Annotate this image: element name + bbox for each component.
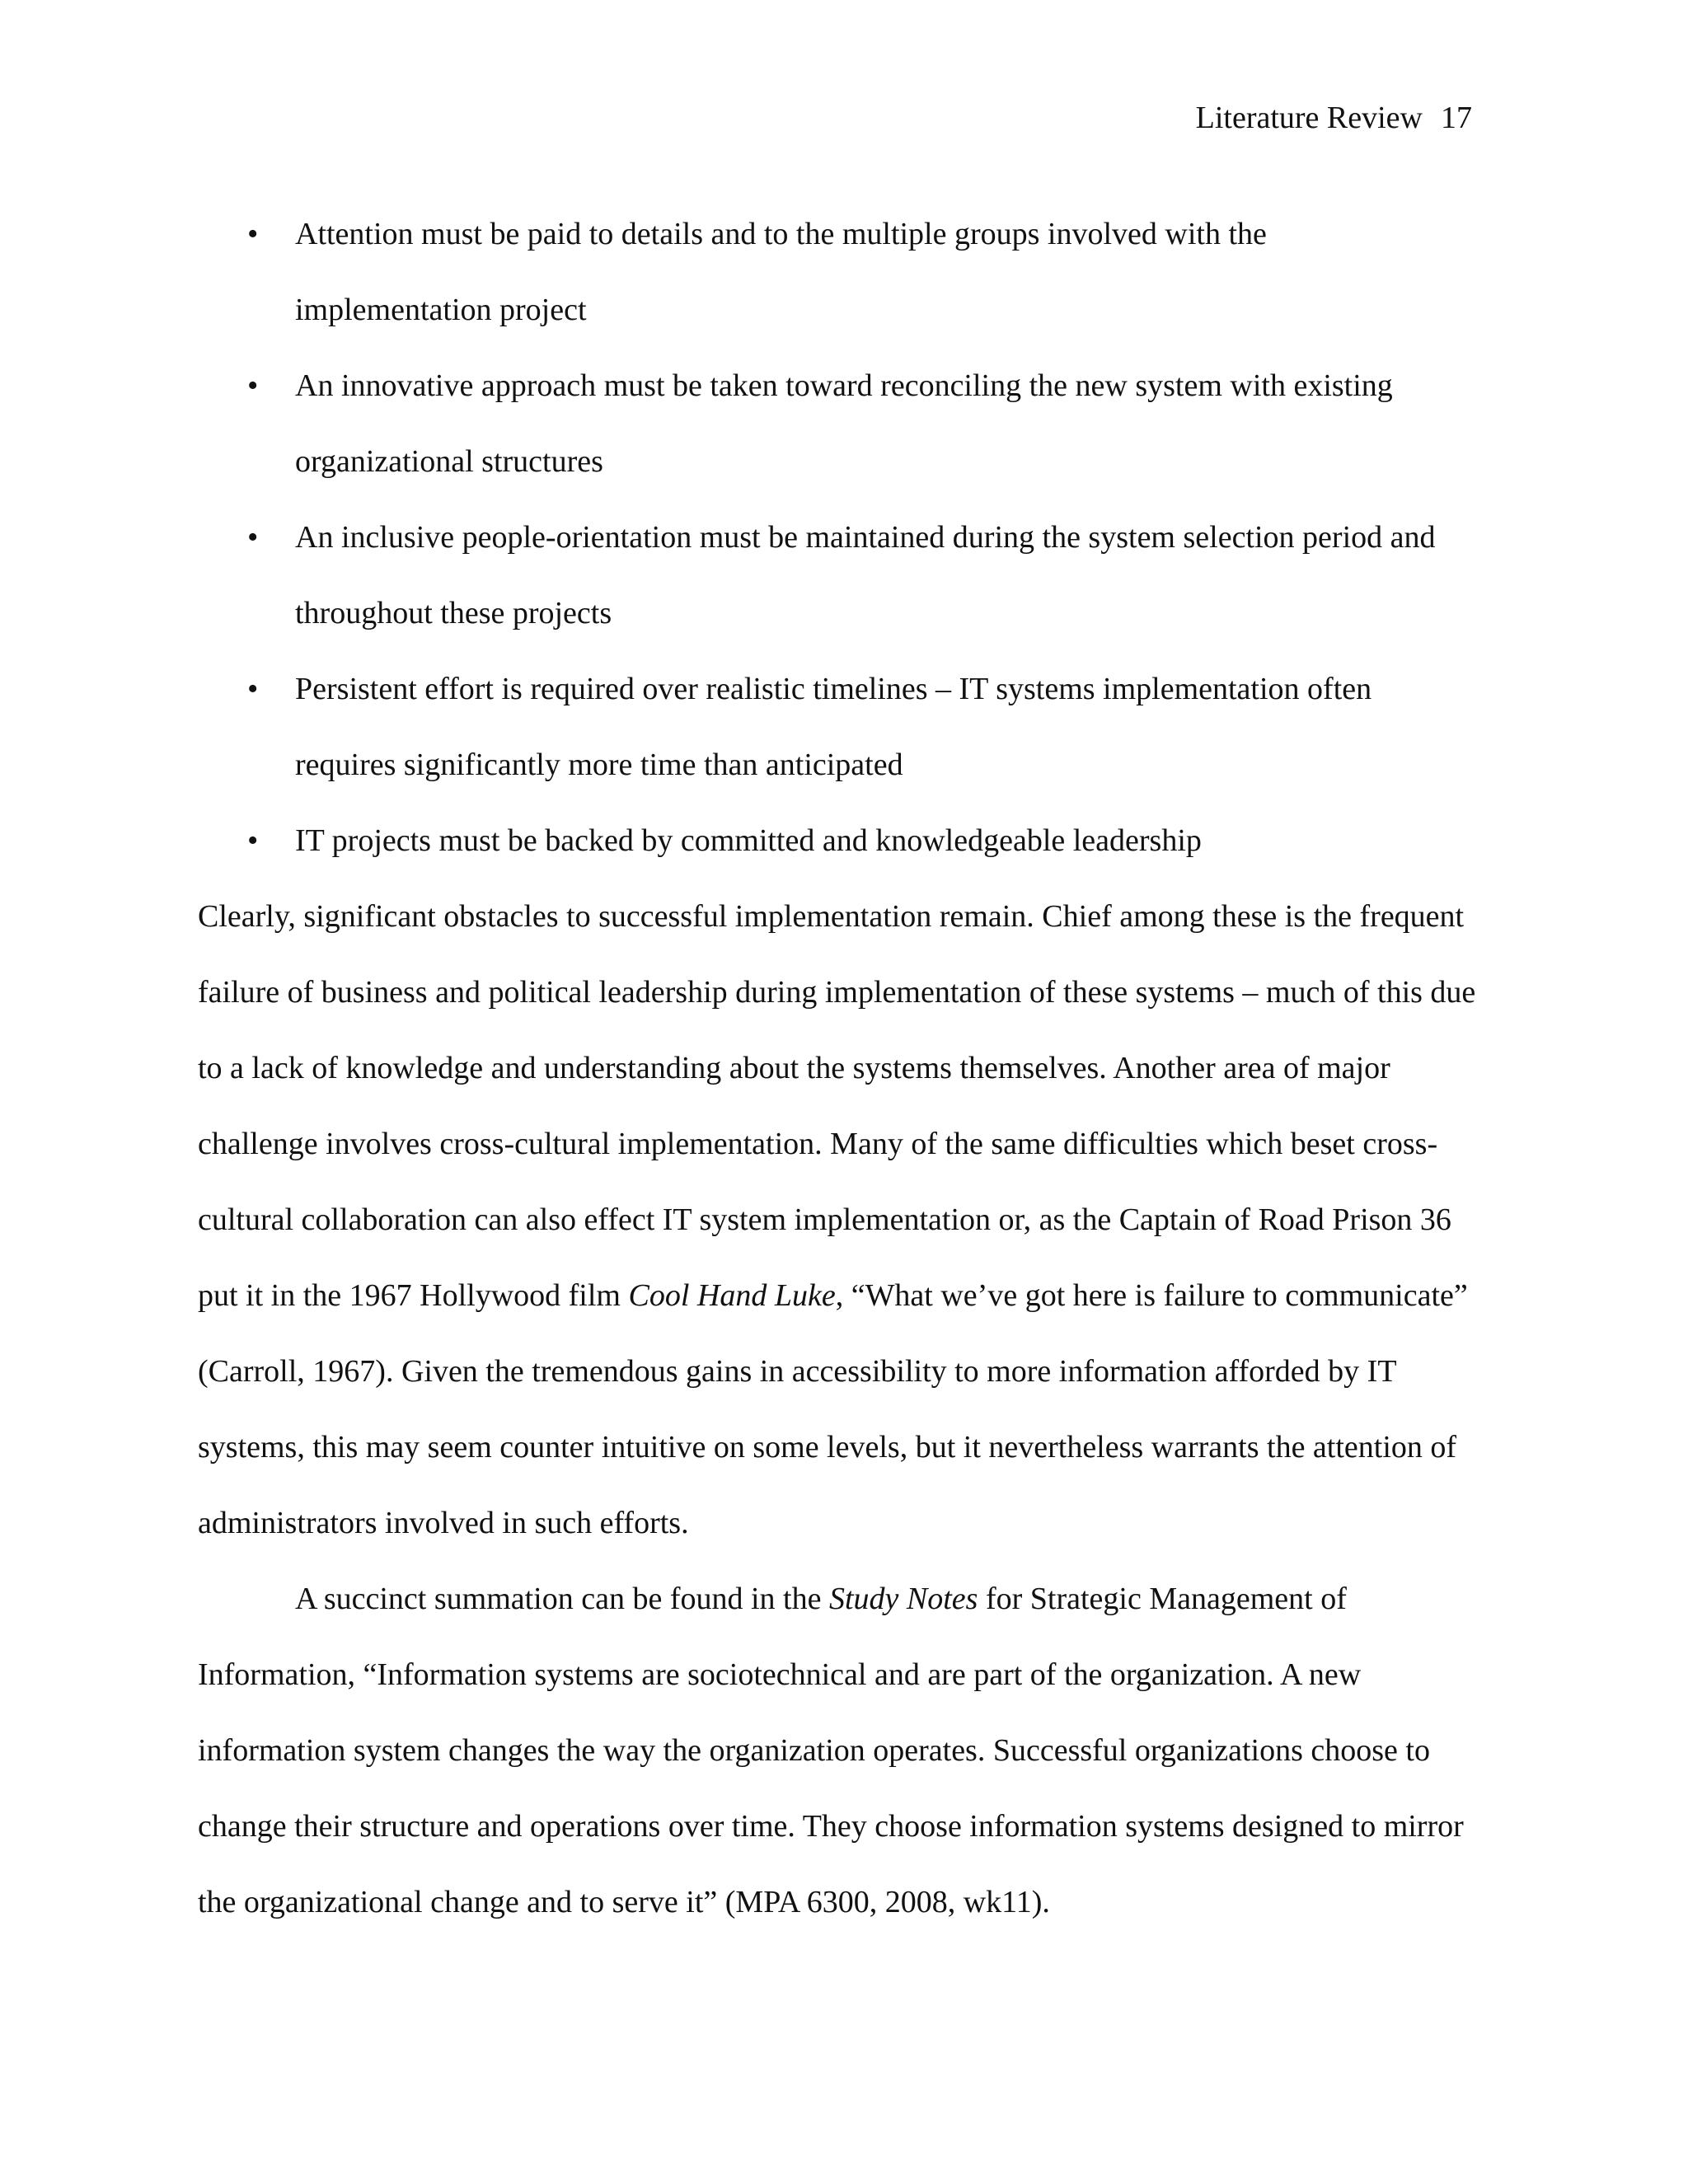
bullet-text: An inclusive people-orientation must be maintained during the system selection period and throughout these projects — [295, 520, 1436, 630]
body-text — [198, 879, 1488, 1940]
paragraph-text: Clearly, significant obstacles to successful implementation remain. Chief among these is the frequent failure of business and political leadership during implementation of these systems – much of this due to a lack of knowledge and understanding about the systems themselves. Another area of major challenge involves cross-cultural implementation. Many of the same difficulties which beset cross-cultural collaboration can also effect IT system implementation or, as the Captain of Road Prison 36 put it in the 1967 Hollywood film — [198, 899, 1476, 1313]
bullet-text: Attention must be paid to details and to the multiple groups involved with the implementation project — [295, 217, 1267, 327]
bullet-item — [0, 196, 1465, 348]
bullet-icon: • — [247, 672, 259, 706]
bullet-item — [0, 651, 1465, 803]
paragraph-text: for Strategic Management of Information, “Information systems are sociotechnical and are part of the organization. A new information system changes the way the organization operates. Successful organizations choose to change their structure and operations over time. They choose information systems designed to mirror the organizational change and to serve it” (MPA 6300, 2008, wk11). — [198, 1582, 1464, 1919]
film-title: Cool Hand Luke — [628, 1278, 836, 1313]
bullet-list — [0, 196, 1688, 879]
bullet-item — [0, 803, 1465, 879]
paragraph-text: , “What we’ve got here is failure to communicate” (Carroll, 1967). Given the tremendous gains in accessibility to more information afforded by IT systems, this may seem counter intuitive on some levels, but it nevertheless warrants the attention of administrators involved in such efforts. — [198, 1278, 1468, 1540]
bullet-item — [0, 348, 1465, 499]
bullet-item — [0, 499, 1465, 651]
running-head-title: Literature Review — [1195, 101, 1423, 135]
source-title: Study Notes — [828, 1582, 978, 1616]
bullet-icon: • — [247, 520, 259, 555]
bullet-icon: • — [247, 368, 259, 403]
bullet-icon: • — [247, 217, 259, 251]
paragraph-obstacles — [198, 879, 1488, 1561]
bullet-text: IT projects must be backed by committed and knowledgeable leadership — [295, 823, 1202, 858]
bullet-text: An innovative approach must be taken toward reconciling the new system with existing organizational structures — [295, 368, 1393, 479]
page-number: 17 — [1441, 101, 1472, 135]
paragraph-text: A succinct summation can be found in the — [295, 1582, 829, 1616]
paragraph-summation — [198, 1561, 1488, 1940]
bullet-icon: • — [247, 823, 259, 858]
running-head — [1196, 97, 1472, 138]
bullet-text: Persistent effort is required over realistic timelines – IT systems implementation often requires significantly more time than anticipated — [295, 672, 1372, 782]
